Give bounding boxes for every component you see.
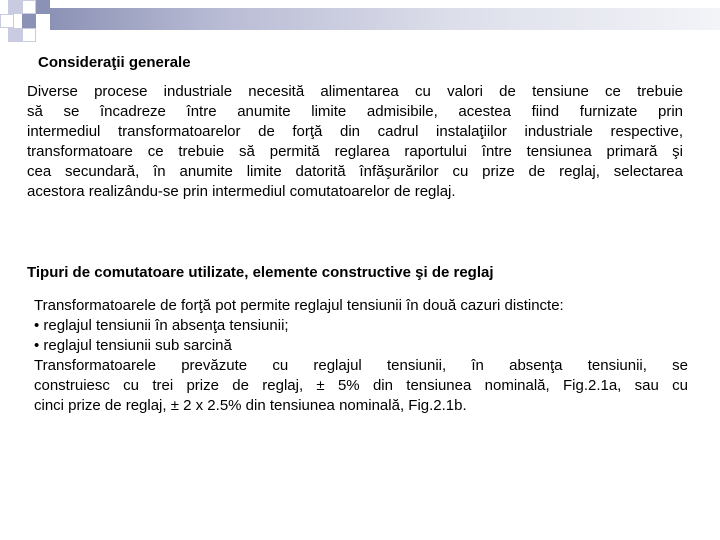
deco-square bbox=[22, 0, 36, 14]
deco-square bbox=[36, 0, 50, 14]
list-item: • reglajul tensiunii în absenţa tensiunii; bbox=[34, 317, 289, 334]
paragraph-line: să se încadreze între anumite limite admisibile, acestea fiind furnizate prin bbox=[27, 103, 683, 120]
paragraph-line: cea secundară, în anumite limite datorită înfăşurărilor cu prize de reglaj, selectarea bbox=[27, 163, 683, 180]
list-item: • reglajul tensiunii sub sarcină bbox=[34, 337, 232, 354]
section1-title: Consideraţii generale bbox=[38, 54, 191, 71]
paragraph-line: Diverse procese industriale necesită alimentarea cu valori de tensiune ce trebuie bbox=[27, 83, 683, 100]
section1-paragraph bbox=[27, 82, 683, 202]
deco-square bbox=[8, 28, 22, 42]
deco-square bbox=[22, 14, 36, 28]
section2-title: Tipuri de comutatoare utilizate, elemente constructive şi de reglaj bbox=[27, 264, 494, 281]
paragraph-line: cinci prize de reglaj, ± 2 x 2.5% din tensiunea nominală, Fig.2.1b. bbox=[34, 397, 467, 414]
paragraph-line: intermediul transformatoarelor de forţă din cadrul instalaţiilor industriale respective, bbox=[27, 123, 683, 140]
paragraph-line: Transformatoarele de forţă pot permite reglajul tensiunii în două cazuri distincte: bbox=[34, 297, 564, 314]
paragraph-line: transformatoare ce trebuie să permită reglarea raportului între tensiunea primară şi bbox=[27, 143, 683, 160]
deco-square bbox=[0, 14, 14, 28]
deco-square bbox=[22, 28, 36, 42]
paragraph-line: Transformatoarele prevăzute cu reglajul tensiunii, în absenţa tensiunii, se bbox=[34, 357, 688, 374]
paragraph-line: acestora realizându-se prin intermediul comutatoarelor de reglaj. bbox=[27, 183, 456, 200]
paragraph-line: construiesc cu trei prize de reglaj, ± 5% din tensiunea nominală, Fig.2.1a, sau cu bbox=[34, 377, 688, 394]
deco-square bbox=[8, 0, 22, 14]
header-gradient-bar bbox=[50, 8, 720, 30]
section2-paragraph bbox=[34, 296, 688, 416]
